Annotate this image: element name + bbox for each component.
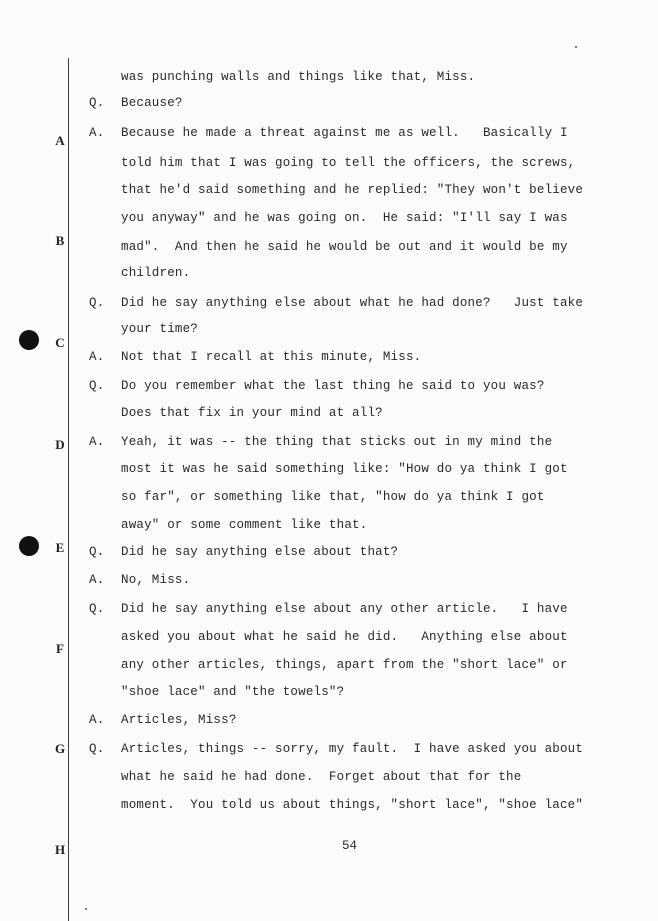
transcript-line: "shoe lace" and "the towels"? <box>121 685 345 699</box>
speaker-marker: Q. <box>89 545 105 559</box>
speaker-marker: Q. <box>89 96 105 110</box>
transcript-line: you anyway" and he was going on. He said: "I'll say I was <box>121 211 568 225</box>
transcript-line: was punching walls and things like that, Miss. <box>121 70 476 84</box>
margin-rule <box>68 58 69 921</box>
transcript-line: Yeah, it was -- the thing that sticks out in my mind the <box>121 435 553 449</box>
speaker-marker: Q. <box>89 379 105 393</box>
scan-speck <box>85 908 87 910</box>
transcript-line: so far", or something like that, "how do ya think I got <box>121 490 545 504</box>
speaker-marker: A. <box>89 713 105 727</box>
margin-letter-g: G <box>54 741 66 756</box>
speaker-marker: A. <box>89 350 105 364</box>
margin-letter-a: A <box>55 133 65 148</box>
transcript-line: Do you remember what the last thing he said to you was? <box>121 379 545 393</box>
transcript-line: away" or some comment like that. <box>121 518 368 532</box>
transcript-line: children. <box>121 266 191 280</box>
margin-letter-c: C <box>55 335 65 350</box>
speaker-marker: Q. <box>89 742 105 756</box>
transcript-line: Did he say anything else about any other article. I have <box>121 602 568 616</box>
speaker-marker: Q. <box>89 602 105 616</box>
transcript-line: moment. You told us about things, "short lace", "shoe lace" <box>121 798 584 812</box>
transcript-line: Because? <box>121 96 183 110</box>
transcript-line: Articles, Miss? <box>121 713 237 727</box>
transcript-line: Did he say anything else about that? <box>121 545 399 559</box>
transcript-line: No, Miss. <box>121 573 191 587</box>
transcript-line: Does that fix in your mind at all? <box>121 406 383 420</box>
punch-hole-bottom <box>19 536 39 556</box>
margin-letter-h: H <box>54 842 66 857</box>
transcript-line: most it was he said something like: "How do ya think I got <box>121 462 568 476</box>
transcript-line: asked you about what he said he did. Anything else about <box>121 630 568 644</box>
scan-speck <box>575 46 577 48</box>
transcript-line: that he'd said something and he replied: "They won't believe <box>121 183 584 197</box>
transcript-line: Not that I recall at this minute, Miss. <box>121 350 422 364</box>
transcript-line: Because he made a threat against me as well. Basically I <box>121 126 568 140</box>
page-number: 54 <box>342 839 358 853</box>
margin-letter-f: F <box>56 641 64 656</box>
margin-letter-e: E <box>55 540 65 555</box>
transcript-line: Did he say anything else about what he had done? Just take <box>121 296 584 310</box>
margin-letter-b: B <box>55 233 65 248</box>
transcript-line: your time? <box>121 322 199 336</box>
speaker-marker: A. <box>89 435 105 449</box>
transcript-line: told him that I was going to tell the officers, the screws, <box>121 156 576 170</box>
speaker-marker: Q. <box>89 296 105 310</box>
transcript-line: any other articles, things, apart from the "short lace" or <box>121 658 568 672</box>
transcript-line: mad". And then he said he would be out and it would be my <box>121 240 568 254</box>
transcript-line: what he said he had done. Forget about that for the <box>121 770 522 784</box>
punch-hole-top <box>19 330 39 350</box>
speaker-marker: A. <box>89 573 105 587</box>
speaker-marker: A. <box>89 126 105 140</box>
transcript-line: Articles, things -- sorry, my fault. I have asked you about <box>121 742 584 756</box>
margin-letter-d: D <box>55 437 65 452</box>
